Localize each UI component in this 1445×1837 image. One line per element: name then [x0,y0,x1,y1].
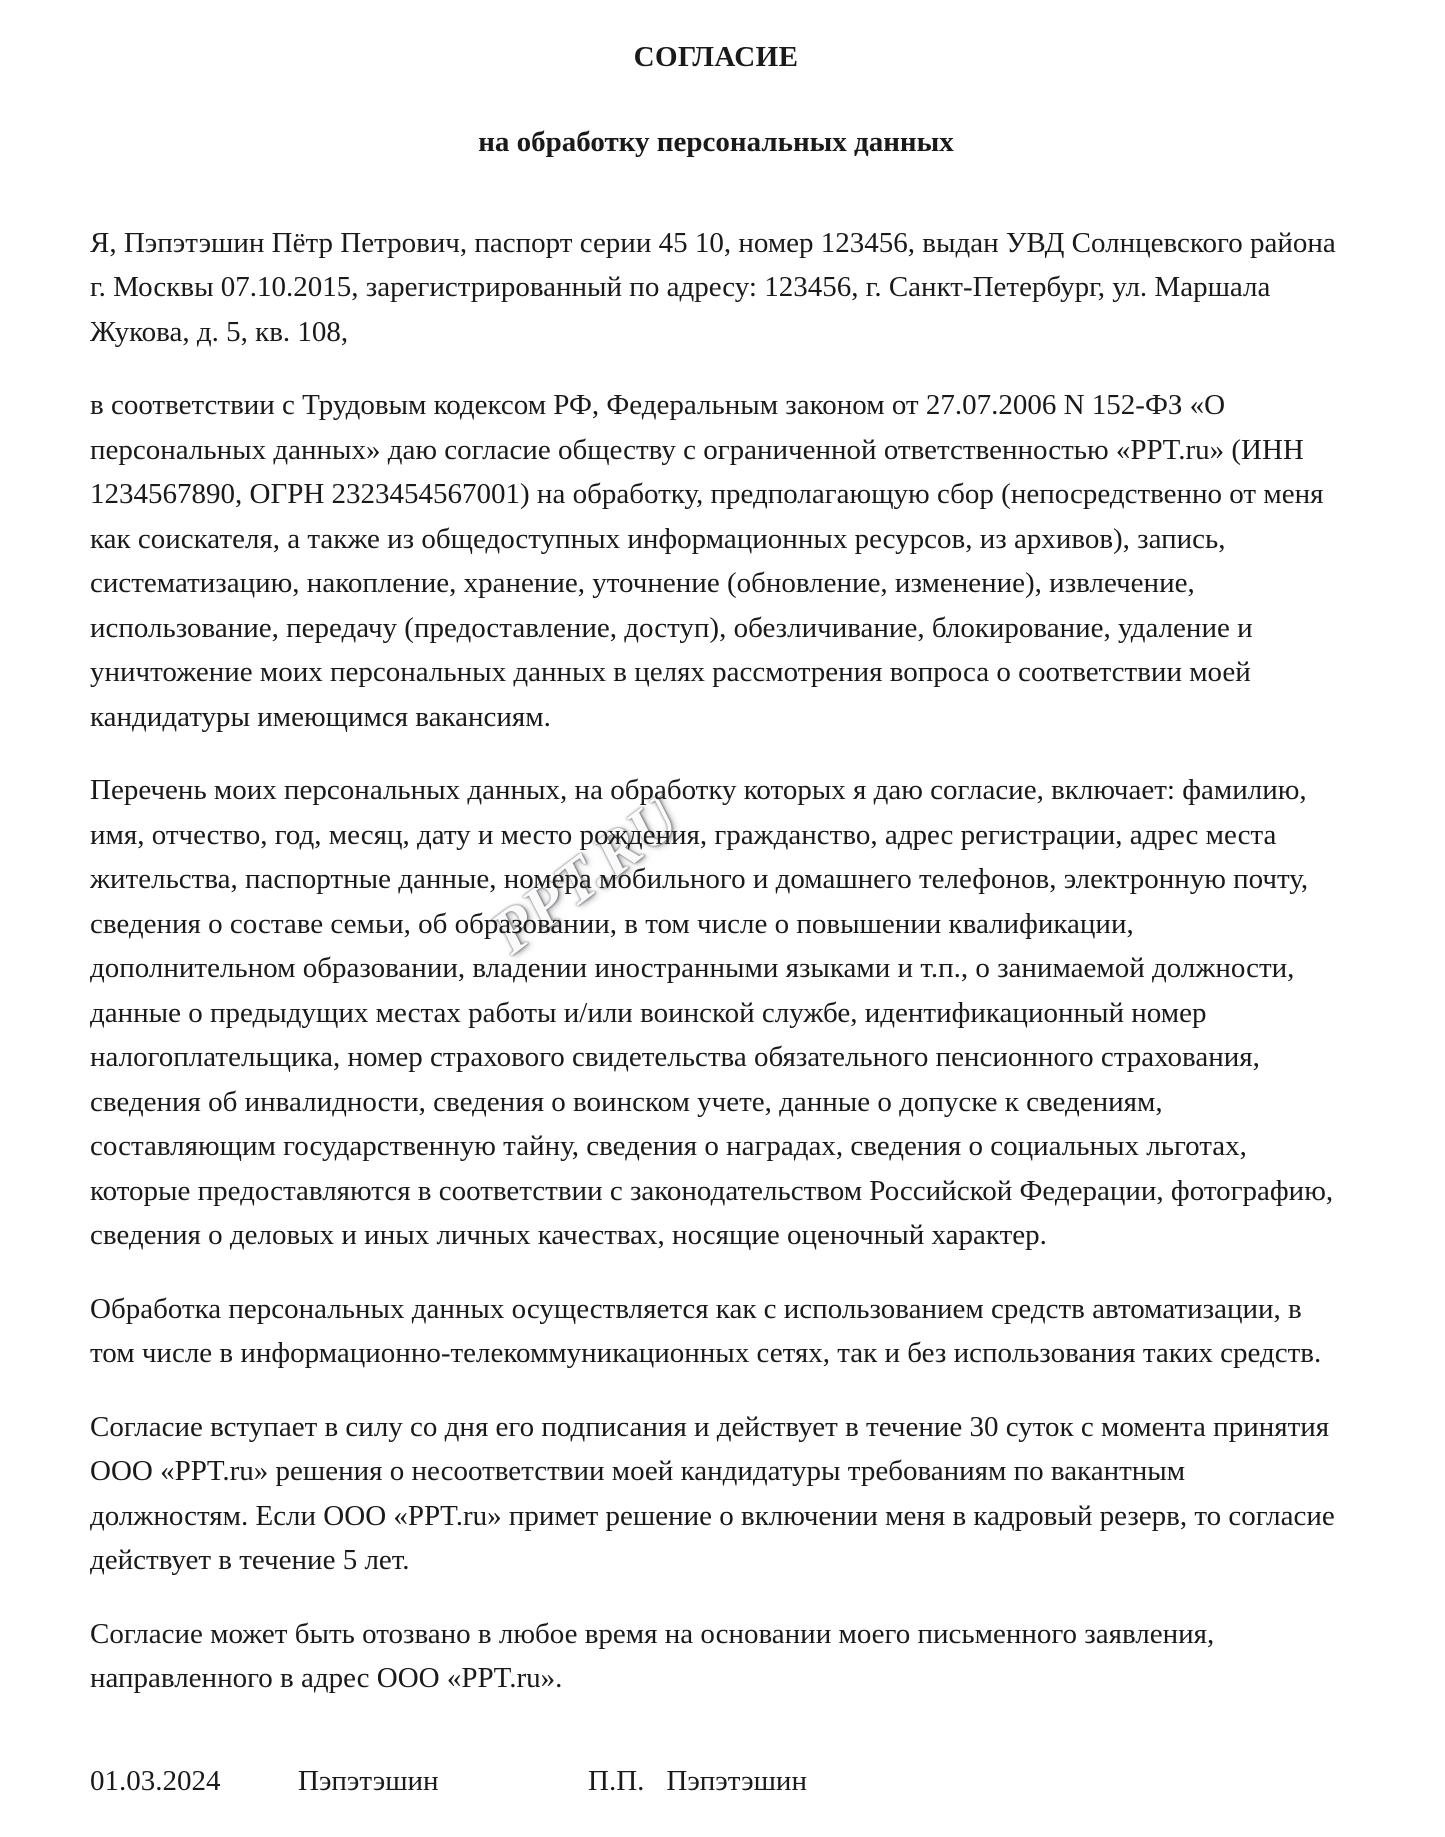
document-subtitle: на обработку персональных данных [478,125,954,158]
paragraph-personal-identification: Я, Пэпэтэшин Пётр Петрович, паспорт серии 45 10, номер 123456, выдан УВД Солнцевского района г. Москвы 07.10.2015, зарегистрированный по адресу: 123456, г. Санкт-Петербург, ул. Маршала Жукова, д. 5, кв. 108, [90,226,1336,348]
signature-row [90,1761,1342,1801]
signature-date: 01.03.2024 [90,1764,221,1797]
paragraph-validity-period: Согласие вступает в силу со дня его подписания и действует в течение 30 суток с момента принятия ООО «PPT.ru» решения о несоответствии моей кандидатуры требованиям по вакантным должностям. Если ООО «PPT.ru» примет решение о включении меня в кадровый резерв, то согласие действует в течение 5 лет. [90,1410,1335,1577]
signature-handwritten: Пэпэтэшин [298,1764,439,1797]
document-title: СОГЛАСИЕ [633,41,799,73]
signature-surname: Пэпэтэшин [666,1764,807,1797]
signature-initials: П.П. [588,1764,645,1797]
paragraph-processing-means: Обработка персональных данных осуществляется как с использованием средств автоматизации, в том числе в информационно-телекоммуникационных сетях, так и без использования таких средств. [90,1292,1322,1370]
paragraph-data-list: Перечень моих персональных данных, на обработку которых я даю согласие, включает: фамилию, имя, отчество, год, месяц, дату и место рождения, гражданство, адрес регистрации, адрес места жительства, паспортные данные, номера мобильного и домашнего телефонов, электронную почту, сведения о составе семьи, об образовании, в том числе о повышении квалификации, дополнительном образовании, владении иностранными языками и т.п., о занимаемой должности, данные о предыдущих местах работы и/или воинской службе, идентификационный номер налогоплательщика, номер страхового свидетельства обязательного пенсионного страхования, сведения об инвалидности, сведения о воинском учете, данные о допуске к сведениям, составляющим государственную тайну, сведения о наградах, сведения о социальных льготах, которые предоставляются в соответствии с законодательством Российской Федерации, фотографию, сведения о деловых и иных личных качествах, носящие оценочный характер. [90,774,1334,1252]
paragraph-consent-scope: в соответствии с Трудовым кодексом РФ, Федеральным законом от 27.07.2006 N 152-ФЗ «О персональных данных» даю согласие обществу с ограниченной ответственностью «PPT.ru» (ИНН 1234567890, ОГРН 2323454567001) на обработку, предполагающую сбор (непосредственно от меня как соискателя, а также из общедоступных информационных ресурсов, из архивов), запись, систематизацию, накопление, хранение, уточнение (обновление, изменение), извлечение, использование, передачу (предоставление, доступ), обезличивание, блокирование, удаление и уничтожение моих персональных данных в целях рассмотрения вопроса о соответствии моей кандидатуры имеющимся вакансиям. [90,389,1324,733]
paragraph-revocation: Согласие может быть отозвано в любое время на основании моего письменного заявления, направленного в адрес ООО «PPT.ru». [90,1617,1215,1695]
ppt-ru-watermark: PPT.RU [478,783,693,968]
